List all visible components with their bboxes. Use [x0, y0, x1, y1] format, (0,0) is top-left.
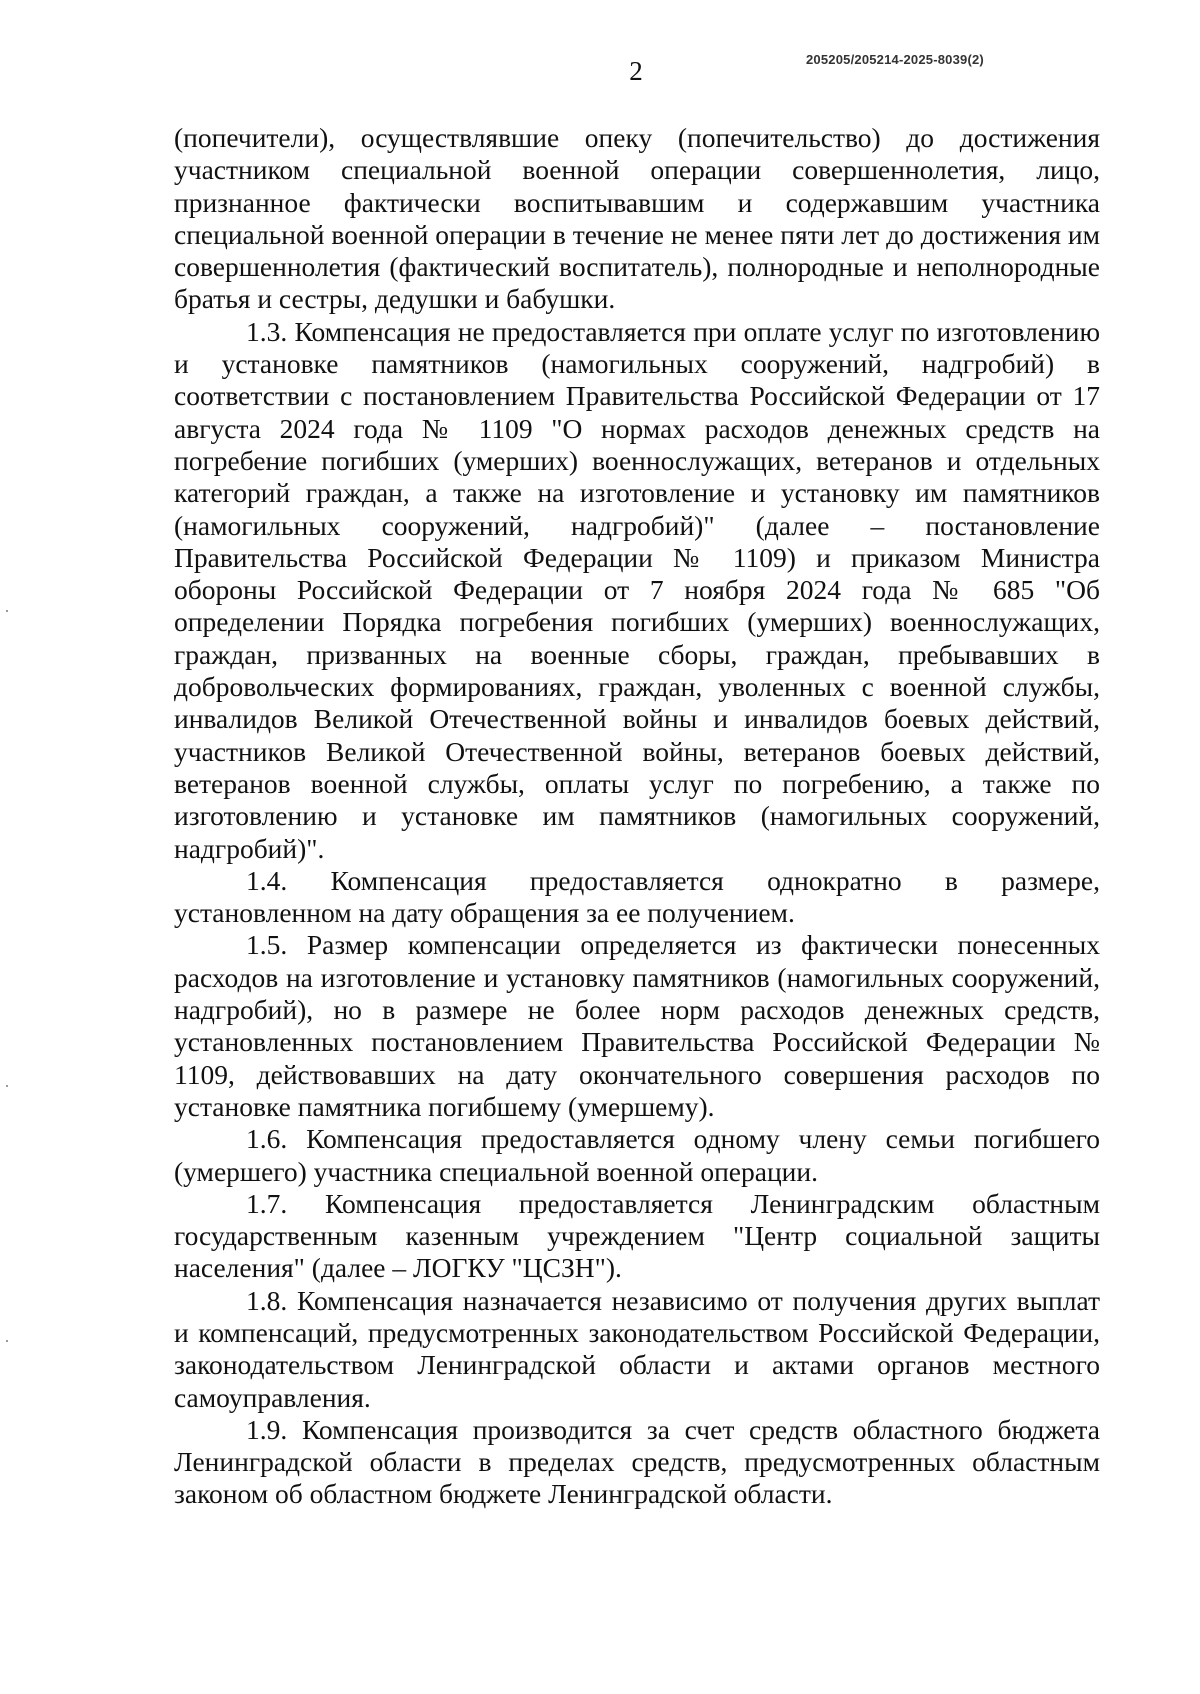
paragraph-continuation: (попечители), осуществлявшие опеку (попечительство) до достижения участником специальной военной операции совершеннолетия, лицо, признанное фактически воспитывавшим и содержавшим участника специальной военной операции в течение не менее пяти лет до достижения им совершеннолетия (фактический воспитатель), полнородные и неполнородные братья и сестры, дедушки и бабушки.	[174, 122, 1100, 315]
scan-speck	[6, 1340, 8, 1342]
paragraph-1-8: 1.8. Компенсация назначается независимо от получения других выплат и компенсаций, предусмотренных законодательством Российской Федерации, законодательством Ленинградской области и актами органов местного самоуправления.	[174, 1284, 1100, 1413]
paragraph-1-3: 1.3. Компенсация не предоставляется при оплате услуг по изготовлению и установке памятников (намогильных сооружений, надгробий) в соответствии с постановлением Правительства Российской Федерации от 17 августа 2024 года № 1109 "О нормах расходов денежных средств на погребение погибших (умерших) военнослужащих, ветеранов и отдельных категорий граждан, а также на изготовление и установку им памятников (намогильных сооружений, надгробий)" (далее – постановление Правительства Российской Федерации № 1109) и приказом Министра обороны Российской Федерации от 7 ноября 2024 года № 685 "Об определении Порядка погребения погибших (умерших) военнослужащих, граждан, призванных на военные сборы, граждан, пребывавших в добровольческих формированиях, граждан, уволенных с военной службы, инвалидов Великой Отечественной войны и инвалидов боевых действий, участников Великой Отечественной войны, ветеранов боевых действий, ветеранов военной службы, оплаты услуг по погребению, а также по изготовлению и установке им памятников (намогильных сооружений, надгробий)".	[174, 315, 1100, 864]
paragraph-1-9: 1.9. Компенсация производится за счет средств областного бюджета Ленинградской области в пределах средств, предусмотренных областным законом об областном бюджете Ленинградской области.	[174, 1413, 1100, 1510]
scan-speck	[6, 610, 8, 612]
paragraph-1-4: 1.4. Компенсация предоставляется однократно в размере, установленном на дату обращения за ее получением.	[174, 864, 1100, 929]
page-number: 2	[629, 56, 643, 86]
paragraph-1-5: 1.5. Размер компенсации определяется из фактически понесенных расходов на изготовление и установку памятников (намогильных сооружений, надгробий), но в размере не более норм расходов денежных средств, установленных постановлением Правительства Российской Федерации № 1109, действовавших на дату окончательного совершения расходов по установке памятника погибшему (умершему).	[174, 929, 1100, 1122]
document-body	[174, 122, 1100, 1511]
scan-speck	[6, 1085, 8, 1087]
paragraph-1-6: 1.6. Компенсация предоставляется одному члену семьи погибшего (умершего) участника специальной военной операции.	[174, 1123, 1100, 1187]
paragraph-1-7: 1.7. Компенсация предоставляется Ленинградским областным государственным казенным учреждением "Центр социальной защиты населения" (далее – ЛОГКУ "ЦСЗН").	[174, 1187, 1100, 1284]
document-number: 205205/205214-2025-8039(2)	[806, 52, 984, 67]
